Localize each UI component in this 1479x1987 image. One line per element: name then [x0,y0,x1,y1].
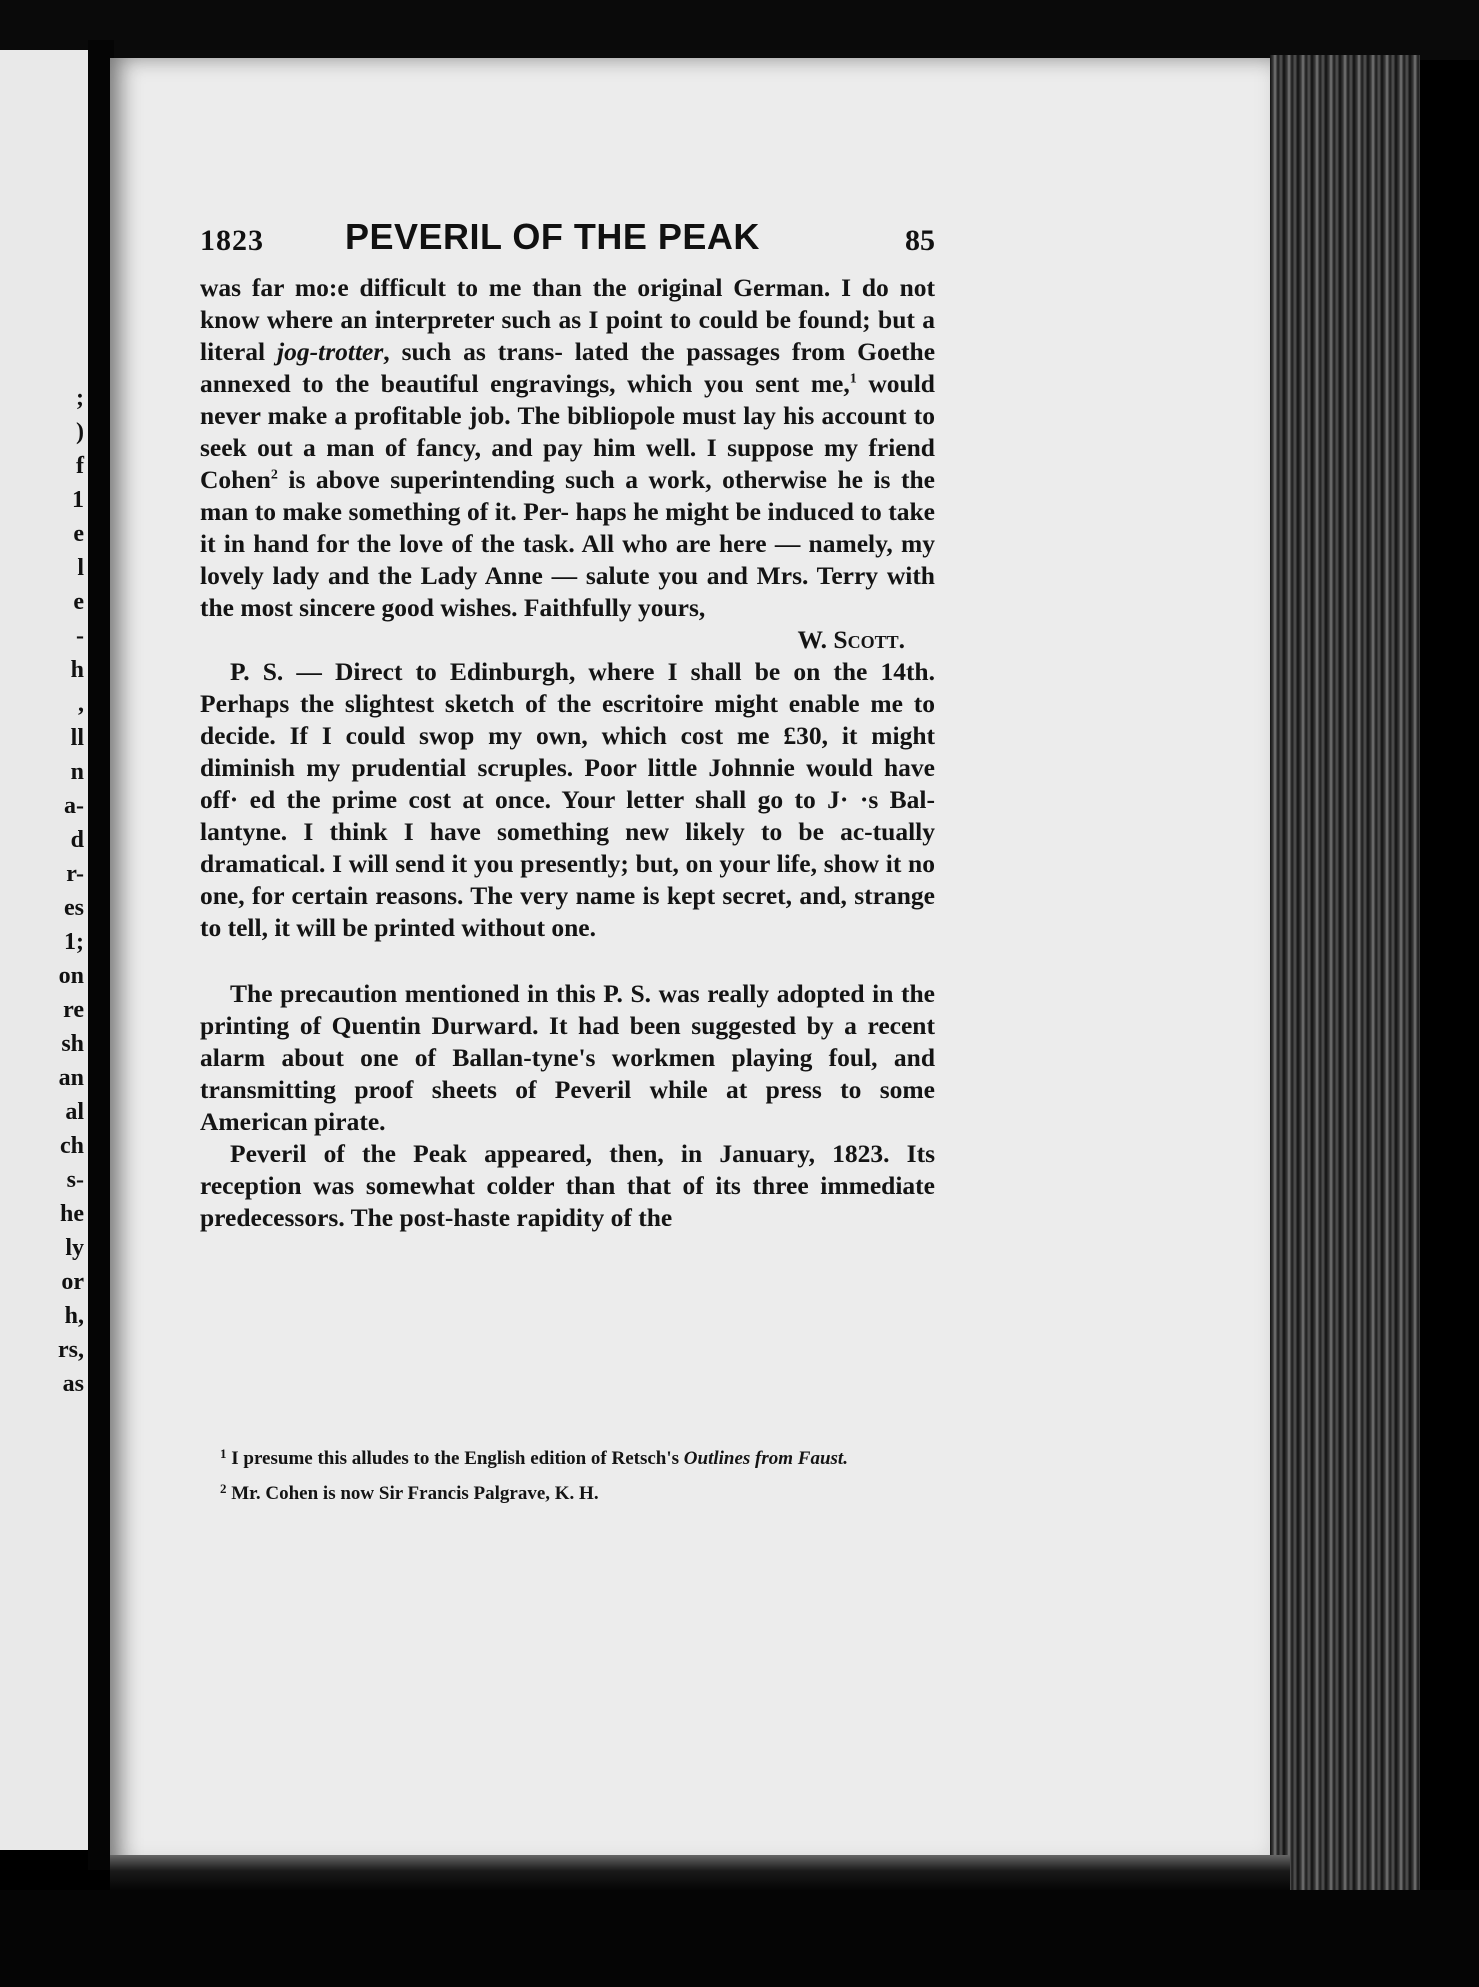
italic-term: jog-trotter [277,337,384,366]
left-page-fragment: es [64,895,84,921]
left-page-fragment: an [58,1065,84,1091]
footnote-2: $^2$ Mr. Cohen is now Sir Francis Palgrave, K. H. [220,1481,599,1504]
left-page-fragment: al [65,1099,84,1125]
scan-border-top [0,0,1479,60]
left-page-fragment: ll [70,725,84,751]
page-edges [1270,55,1420,1890]
left-page-fragment: s- [66,1167,84,1193]
postscript-paragraph: P. S. — Direct to Edinburgh, where I shall be on the 14th. Perhaps the slightest sketch of the escritoire might enable me to decide. If I could swop my own, which cost me £30, it might diminish my prudential scruples. Poor little Johnnie would have off· ed the prime cost at once. Your letter shall go to J· ·s Bal-lantyne. I think I have something new likely to be ac-tually dramatical. I will send it you presently; but, on your life, show it no one, for certain reasons. The very name is kept secret, and, strange to tell, it will be printed without one. [200,657,935,942]
left-page-fragment: d [70,827,84,853]
letter-paragraph: was far mo:e difficult to me than the original German. I do not know where an interpreter such as I point to could be found; but a literal jog-trotter, such as trans- lated the passages from Goethe annexed to the beautiful engravings, which you sent me,$^1$ would never make a profitable job. The bibliopole must lay his account to seek out a man of fancy, and pay him well. I suppose my friend Cohen$^2$ is above superintending such a work, otherwise he is the man to make something of it. Per- haps he might be induced to take it in hand for the love of the task. All who are here — namely, my lovely lady and the Lady Anne — salute you and Mrs. Terry with the most sincere good wishes. Faithfully yours, [200,273,936,622]
left-page-fragment: h, [64,1303,84,1329]
header-title: PEVERIL OF THE PEAK [345,216,760,257]
left-page-fragment: e [73,589,84,615]
left-page-fragments [0,50,88,1850]
header-year: 1823 [200,224,264,257]
left-page-fragment: a- [64,793,84,819]
left-page-fragment: ch [60,1133,84,1159]
page-number: 85 [905,224,935,257]
footnote-1: $^1$ I presume this alludes to the English edition of Retsch's Outlines from Faust. [220,1446,848,1469]
left-page-fragment: - [76,623,84,649]
left-page-fragment: sh [61,1031,84,1057]
left-page-fragment: n [70,759,84,785]
left-page-fragment: 1; [64,929,84,955]
left-page-fragment: r- [66,861,84,887]
left-page-fragment: as [62,1371,84,1397]
left-page-fragment: on [58,963,84,989]
footnotes [200,1442,935,1512]
footnote-marker: 1 [849,371,857,387]
left-page-fragment: e [73,521,84,547]
left-page-fragment: f [76,453,84,479]
body-text [200,272,935,1234]
left-page-fragment: re [63,997,84,1023]
left-page-fragment: h [70,657,84,683]
left-facing-page [0,50,91,1850]
letter-signature: W. Scott. [797,625,905,654]
left-page-fragment: , [78,691,84,717]
left-page-fragment: he [60,1201,84,1227]
narrative-paragraph-1: The precaution mentioned in this P. S. was really adopted in the printing of Quentin Durward. It had been suggested by a recent alarm about one of Ballan-tyne's workmen playing foul, and transmitting proof sheets of Peveril while at press to some American pirate. [200,979,935,1136]
left-page-fragment: ) [76,419,84,445]
footnote-marker: 2 [270,467,278,483]
scan-border-bottom [0,1890,1479,1987]
left-page-fragment: ; [76,385,84,411]
page-bottom-edge [110,1855,1290,1895]
left-page-fragment: l [77,555,84,581]
narrative-paragraph-2: Peveril of the Peak appeared, then, in January, 1823. Its reception was somewhat colder than that of its three immediate predecessors. The post-haste rapidity of the [200,1139,935,1232]
left-page-fragment: or [61,1269,84,1295]
left-page-fragment: rs, [58,1337,84,1363]
left-page-fragment: ly [65,1235,84,1261]
left-page-fragment: 1 [72,487,84,513]
running-header [200,216,935,266]
